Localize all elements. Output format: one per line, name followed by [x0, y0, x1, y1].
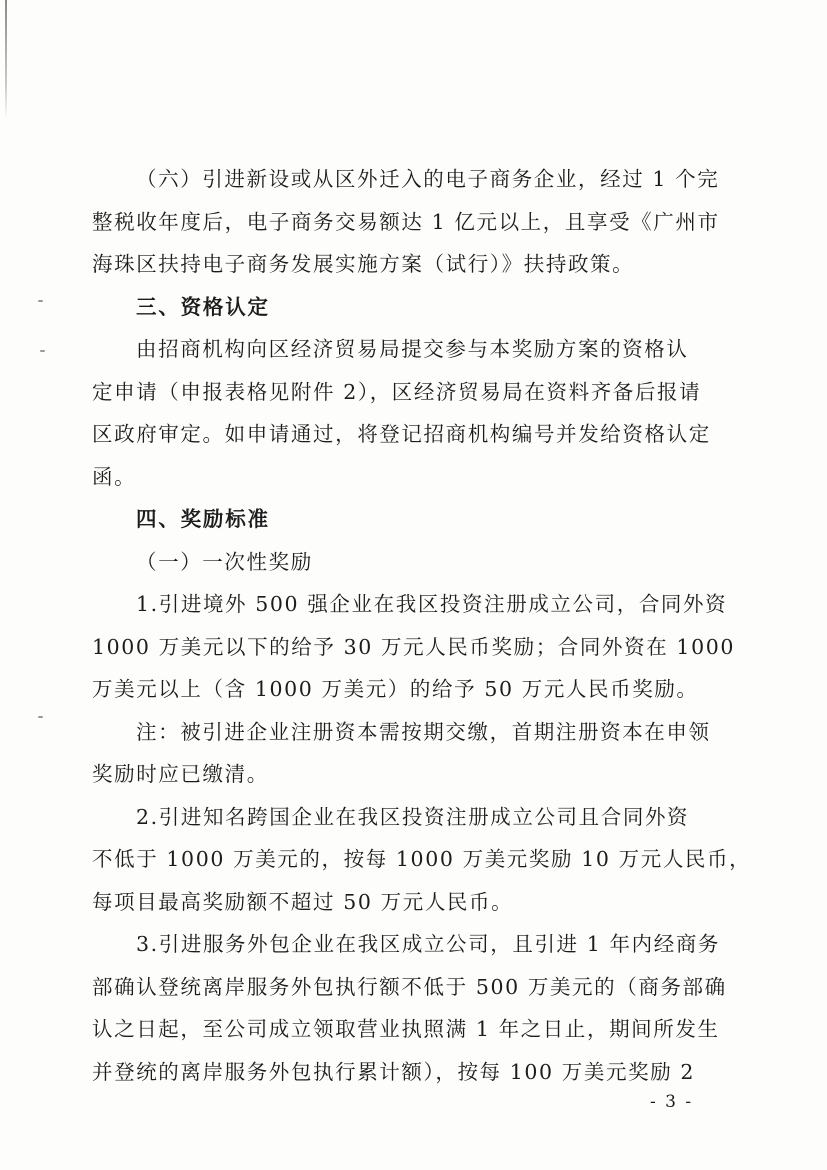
paragraph-line: 3.引进服务外包企业在我区成立公司，且引进 1 年内经商务: [136, 932, 721, 956]
page-number: - 3 -: [650, 1092, 694, 1112]
paragraph-line: （六）引进新设或从区外迁入的电子商务企业，经过 1 个完: [136, 167, 720, 191]
note-line: 注：被引进企业注册资本需按期交缴，首期注册资本在申领: [136, 719, 711, 744]
paragraph-line: 2.引进知名跨国企业在我区投资注册成立公司且合同外资: [136, 804, 690, 829]
paragraph-line: 区政府审定。如申请通过，将登记招商机构编号并发给资格认定: [92, 422, 711, 446]
section-heading: 三、资格认定: [136, 294, 270, 319]
paragraph-line: 认之日起，至公司成立领取营业执照满 1 年之日止，期间所发生: [92, 1017, 720, 1041]
paragraph-line: 并登统的离岸服务外包执行累计额），按每 100 万美元奖励 2: [92, 1059, 696, 1084]
paragraph-line: 万美元以上（含 1000 万美元）的给予 50 万元人民币奖励。: [92, 677, 699, 701]
note-line: 奖励时应已缴清。: [92, 762, 269, 786]
paragraph-line: 整税收年度后，电子商务交易额达 1 亿元以上，且享受《广州市: [92, 209, 720, 234]
paragraph-line: 部确认登统离岸服务外包执行额不低于 500 万美元的（商务部确: [92, 974, 727, 999]
section-heading: 四、奖励标准: [136, 507, 270, 531]
paragraph-line: 海珠区扶持电子商务发展实施方案（试行）》扶持政策。: [92, 252, 635, 276]
paragraph-line: 由招商机构向区经济贸易局提交参与本奖励方案的资格认: [136, 337, 689, 361]
paragraph-line: 定申请（申报表格见附件 2），区经济贸易局在资料齐备后报请: [92, 379, 702, 404]
paragraph-line: 1000 万美元以下的给予 30 万元人民币奖励；合同外资在 1000: [92, 634, 735, 659]
paragraph-line: 函。: [92, 464, 137, 489]
paragraph-line: 1.引进境外 500 强企业在我区投资注册成立公司，合同外资: [136, 592, 728, 616]
paragraph-line: 不低于 1000 万美元的，按每 1000 万美元奖励 10 万元人民币，: [92, 847, 752, 871]
scan-edge: [5, 0, 7, 120]
paragraph-line: 每项目最高奖励额不超过 50 万元人民币。: [92, 889, 514, 914]
document-body: [92, 158, 752, 1093]
subsection-heading: （一）一次性奖励: [136, 549, 313, 574]
